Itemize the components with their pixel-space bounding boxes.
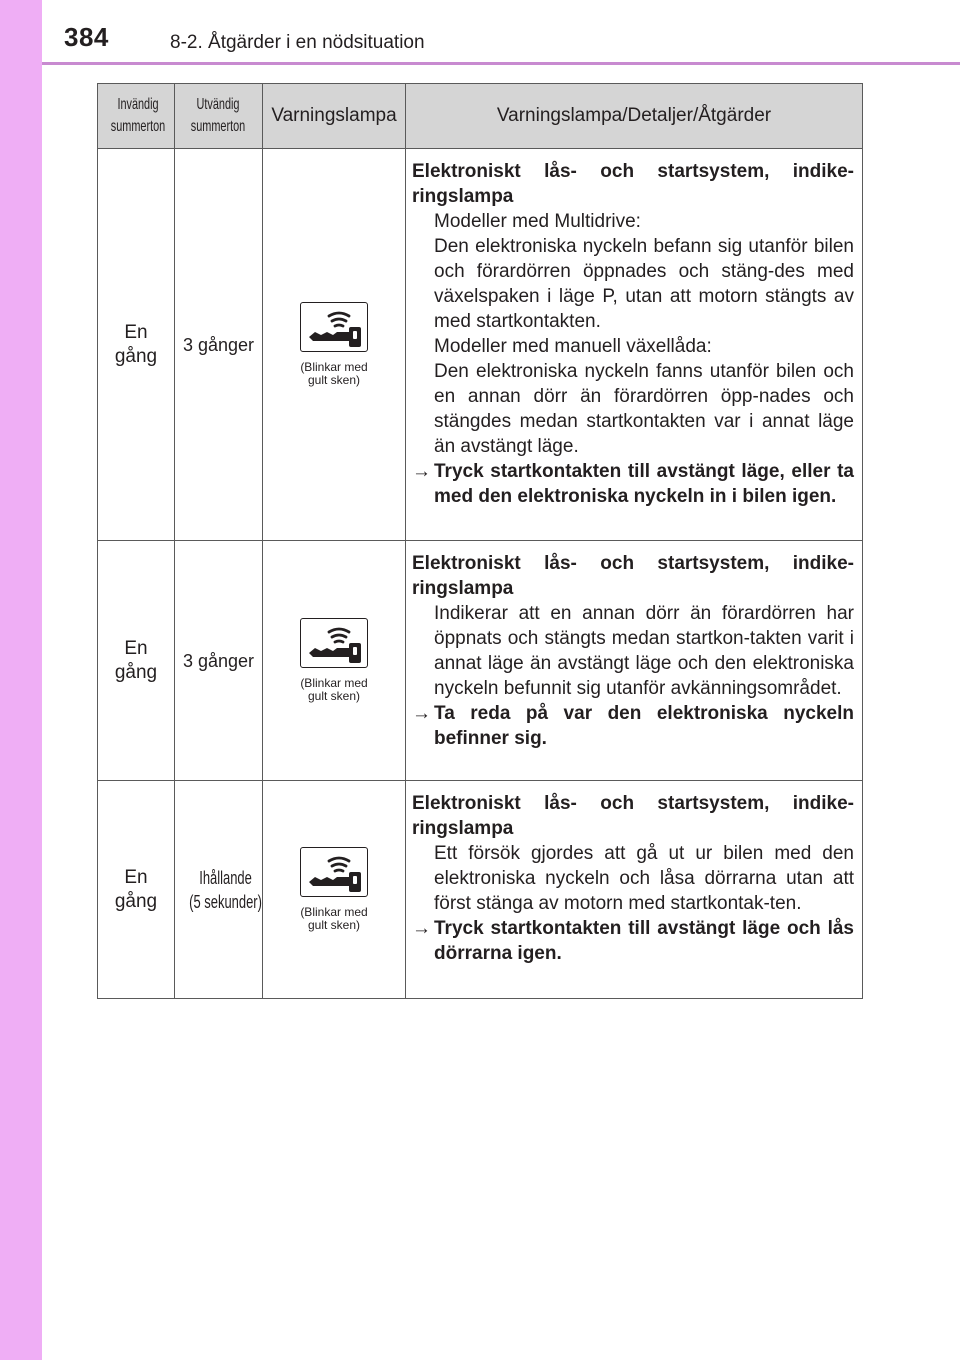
col-header-warning-lamp: Varningslampa bbox=[263, 84, 406, 149]
action-text: → Tryck startkontakten till avstängt läge, eller ta med den elektroniska nyckeln in i bilen igen. bbox=[412, 461, 854, 507]
outer-buzzer-cell: 3 gånger bbox=[175, 149, 263, 541]
lamp-title: Elektroniskt lås- och startsystem, indike-ringslampa bbox=[412, 793, 854, 839]
section-title: 8-2. Åtgärder i en nödsituation bbox=[170, 32, 425, 53]
side-color-band bbox=[0, 0, 42, 1360]
details-cell bbox=[406, 781, 863, 999]
detail-text: Den elektroniska nyckeln befann sig utanför bilen och förardörren öppnades och stäng-des med växelspaken i läge P, utan att motorn stängts av med startkontakten. bbox=[434, 236, 854, 332]
detail-text: Modeller med manuell växellåda: bbox=[434, 336, 712, 357]
lamp-caption: (Blinkar med gult sken) bbox=[300, 360, 368, 387]
smart-key-warning-icon bbox=[300, 847, 368, 897]
lamp-caption: (Blinkar med gult sken) bbox=[300, 905, 368, 932]
details-cell bbox=[406, 541, 863, 781]
detail-text: Ett försök gjordes att gå ut ur bilen med den elektroniska nyckeln och låsa dörrarna utan att först stänga av motorn med startkontak-ten. bbox=[434, 843, 854, 914]
warning-lamp-cell bbox=[263, 149, 406, 541]
detail-text: Den elektroniska nyckeln fanns utanför bilen och en annan dörr än förardörren öpp-nades och stängdes medan startkontakten var i annat läge än avstängt läge. bbox=[434, 361, 854, 457]
col-header-inner-buzzer: Invändig summerton bbox=[98, 84, 175, 149]
action-text: → Tryck startkontakten till avstängt läge och lås dörrarna igen. bbox=[412, 918, 854, 964]
lamp-caption: (Blinkar med gult sken) bbox=[300, 676, 368, 703]
details-cell bbox=[406, 149, 863, 541]
action-text: → Ta reda på var den elektroniska nyckeln befinner sig. bbox=[412, 703, 854, 749]
inner-buzzer-cell: En gång bbox=[98, 781, 175, 999]
detail-text: Modeller med Multidrive: bbox=[434, 211, 641, 232]
col-header-outer-buzzer: Utvändig summerton bbox=[175, 84, 263, 149]
arrow-right-icon: → bbox=[412, 703, 431, 724]
table-row bbox=[98, 541, 863, 781]
outer-buzzer-cell: Ihållande (5 sekunder) bbox=[175, 781, 263, 999]
header-divider bbox=[42, 62, 960, 65]
arrow-right-icon: → bbox=[412, 461, 431, 482]
page-number: 384 bbox=[64, 22, 109, 52]
smart-key-warning-icon bbox=[300, 618, 368, 668]
table-header-row bbox=[98, 84, 863, 149]
table-row bbox=[98, 149, 863, 541]
outer-buzzer-cell: 3 gånger bbox=[175, 541, 263, 781]
smart-key-warning-icon bbox=[300, 302, 368, 352]
col-header-details: Varningslampa/Detaljer/Åtgärder bbox=[406, 84, 863, 149]
table-row bbox=[98, 781, 863, 999]
arrow-right-icon: → bbox=[412, 918, 431, 939]
warning-lamp-cell bbox=[263, 541, 406, 781]
lamp-title: Elektroniskt lås- och startsystem, indike-ringslampa bbox=[412, 553, 854, 599]
detail-text: Indikerar att en annan dörr än förardörren har öppnats och stängts medan startkon-takten varit i annat läge än avstängt läge och den elektroniska nyckeln befunnit sig utanför avkänningsområdet. bbox=[434, 603, 854, 699]
inner-buzzer-cell: En gång bbox=[98, 149, 175, 541]
warning-table bbox=[97, 83, 863, 999]
warning-lamp-cell bbox=[263, 781, 406, 999]
lamp-title: Elektroniskt lås- och startsystem, indike-ringslampa bbox=[412, 161, 854, 207]
inner-buzzer-cell: En gång bbox=[98, 541, 175, 781]
